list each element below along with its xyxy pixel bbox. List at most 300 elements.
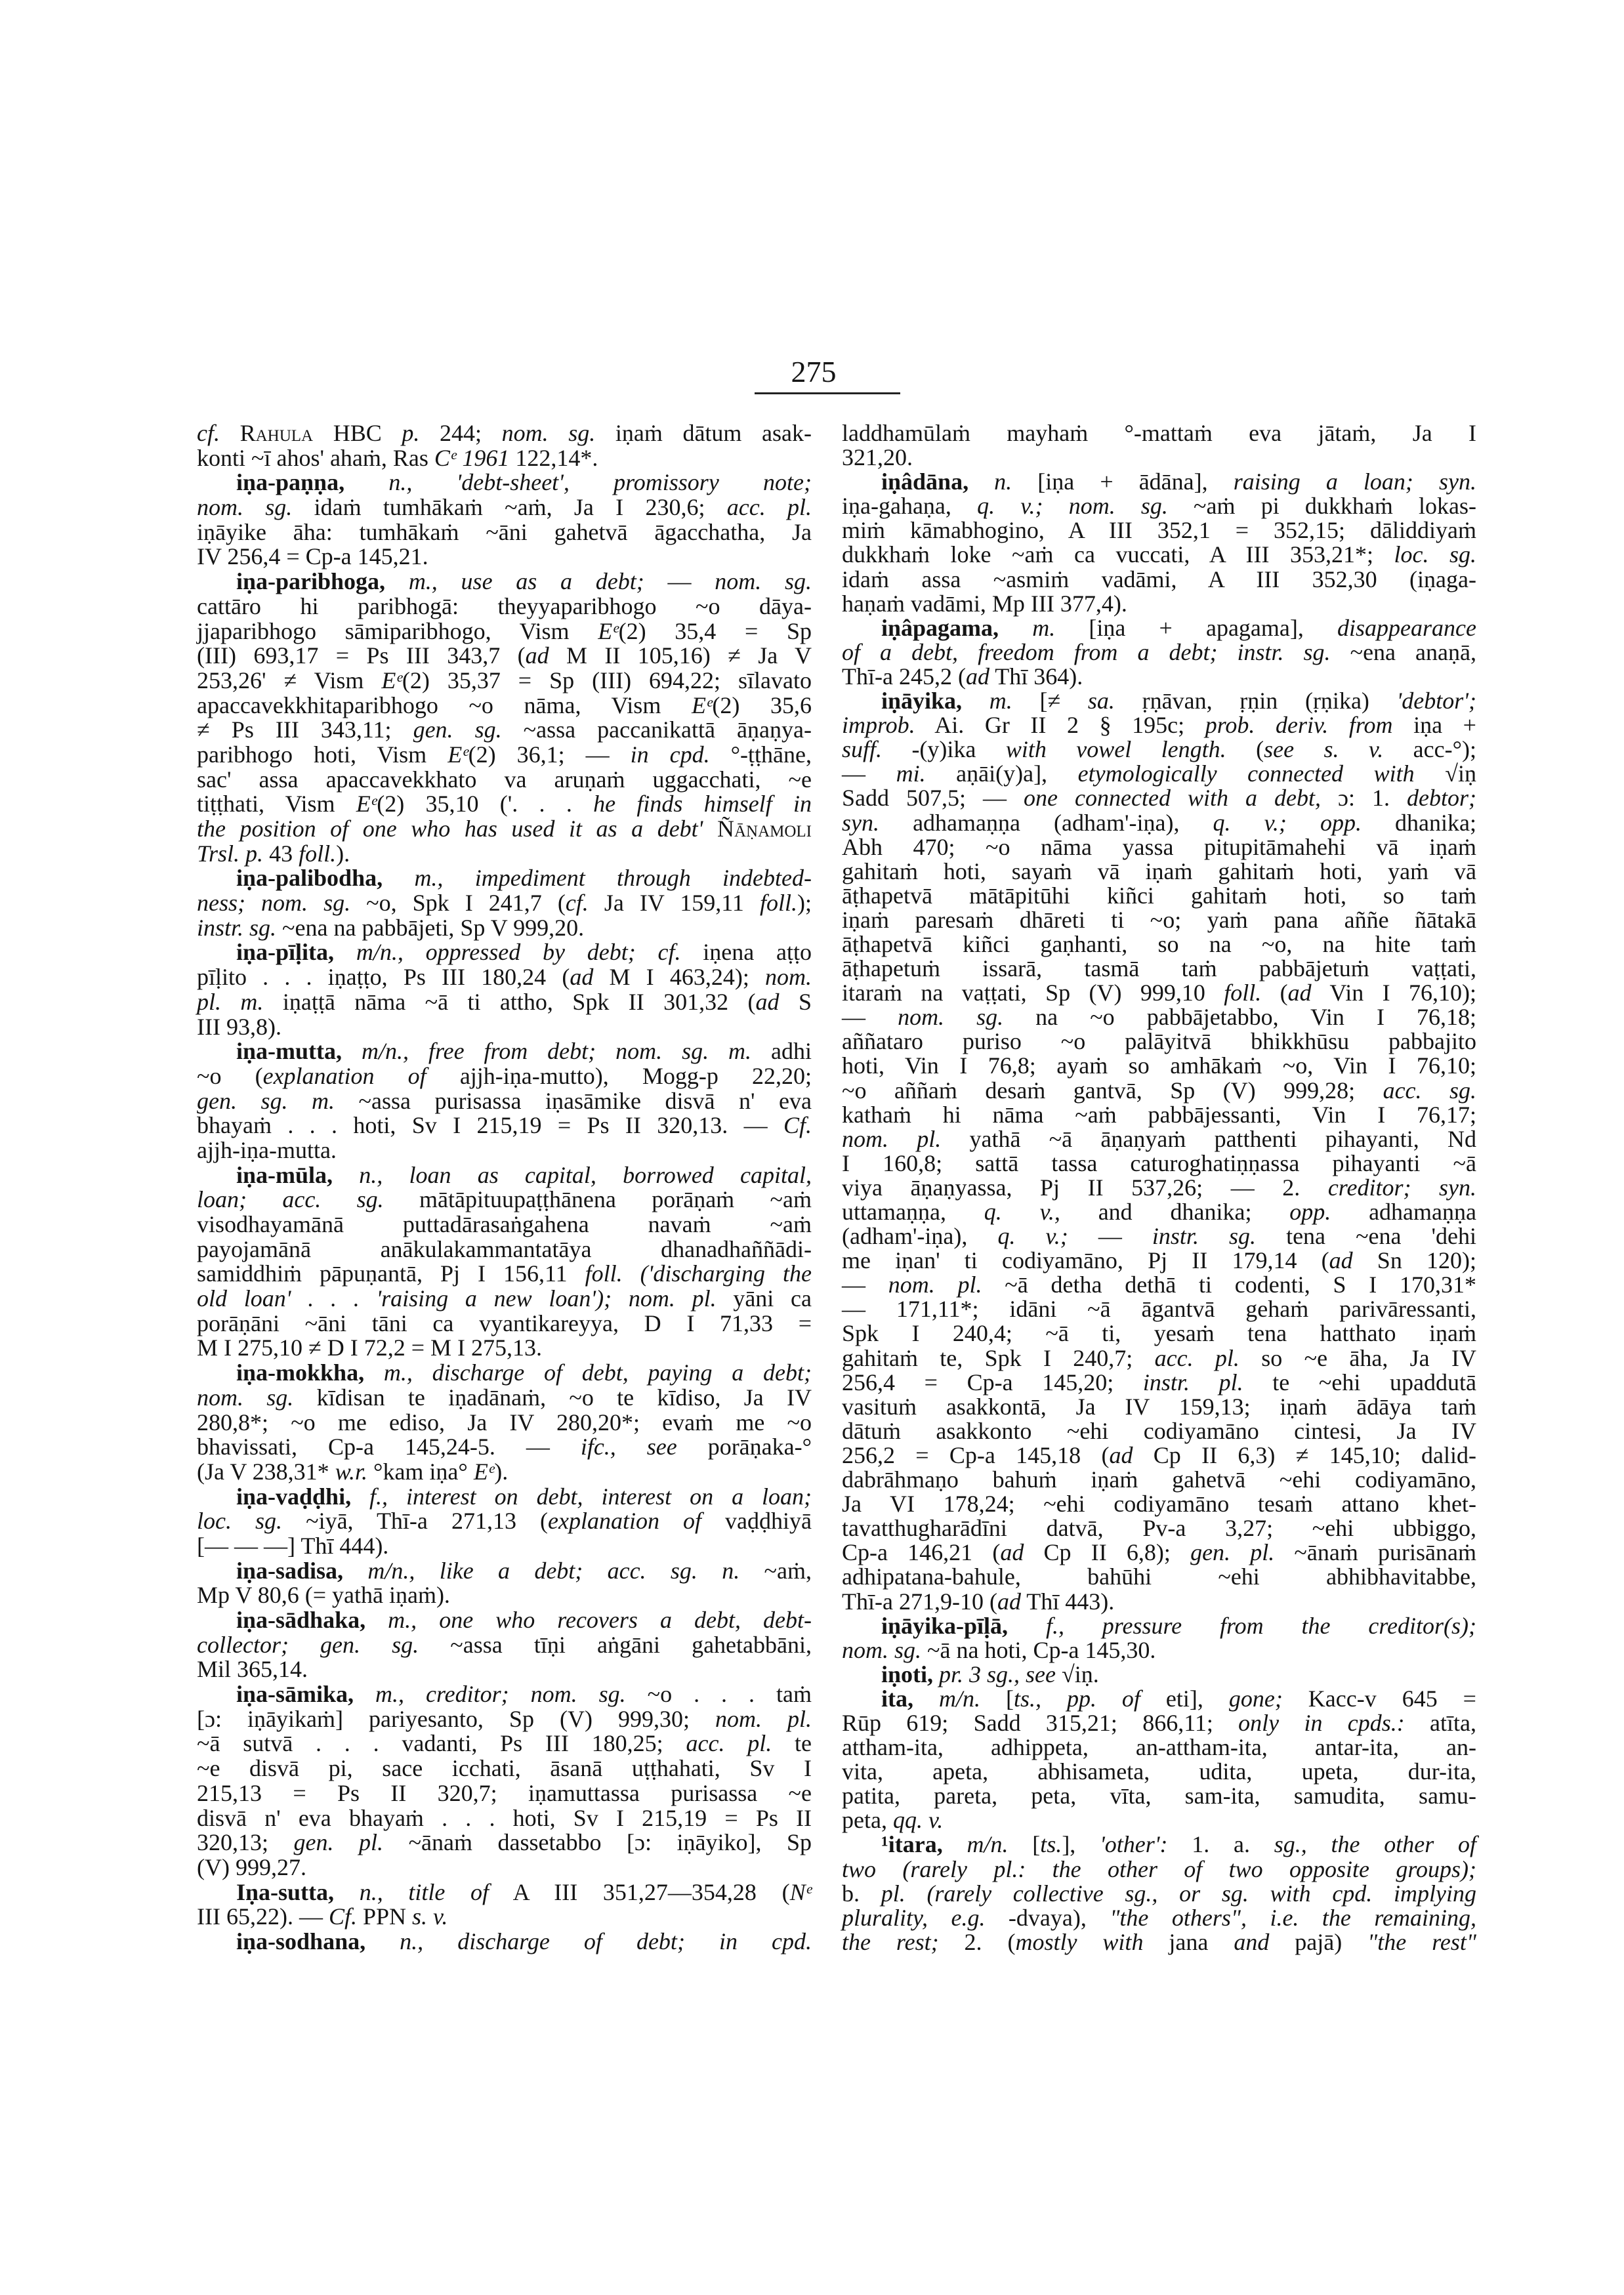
text [334, 1879, 360, 1905]
entry-line [197, 1064, 812, 1089]
italic-text: nom. sg. [898, 1004, 1004, 1031]
text [1008, 1613, 1046, 1639]
text: b. [842, 1880, 881, 1907]
entry-line [842, 713, 1476, 737]
entry-line [197, 1583, 812, 1608]
italic-text: Trsl. p. [197, 840, 264, 867]
entry-line [842, 981, 1476, 1005]
italic-text: ad [1287, 980, 1312, 1006]
text [703, 816, 717, 842]
text: 320,13; [197, 1829, 294, 1856]
entry-line [197, 1312, 812, 1336]
entry-first-line [197, 1361, 812, 1386]
italic-text: f., interest on debt, interest on a loan; [369, 1483, 812, 1510]
headword: iṇa-sadisa, [236, 1557, 344, 1584]
italic-text: f., pressure from the creditor(s); [1045, 1612, 1476, 1639]
text: (2) 35,37 = Sp (III) 694,22; sīlavato [402, 667, 812, 693]
text: āṭhapetvā mātāpitūhi kiñci gahitaṁ hoti, so taṁ [842, 882, 1476, 909]
italic-text: Eᵉ [448, 741, 468, 768]
entry-line [842, 640, 1476, 665]
entry-line [197, 965, 812, 990]
headword: ¹itara, [881, 1831, 943, 1858]
text: adhamaṇṇa (adham'-iṇa), [879, 809, 1213, 836]
text: ≠ Ps III 343,11; [197, 716, 413, 743]
entry-line [842, 1419, 1476, 1443]
text: ); [797, 890, 812, 917]
italic-text: m/n., oppressed by debt; cf. [356, 939, 681, 966]
italic-text: etymologically connected with [1077, 760, 1415, 787]
entry-line [197, 1015, 812, 1040]
italic-text: loan; acc. sg. [197, 1186, 384, 1213]
text: Thī-a 271,9-10 ( [842, 1588, 997, 1615]
text: Ja IV 159,11 [588, 890, 760, 917]
page-number: 275 [791, 355, 837, 388]
text: pajā) [1269, 1928, 1368, 1955]
text [344, 469, 388, 495]
text: tiṭṭhati, Vism [197, 791, 356, 817]
text: M I 463,24); [593, 964, 765, 991]
text: Thī 364). [989, 663, 1083, 690]
text: atīta, [1404, 1709, 1476, 1736]
text: Spk I 240,4; ~ā ti, yesaṁ tena hatthato iṇaṁ [842, 1320, 1476, 1347]
text: iṇaṭṭā nāma ~ā ti attho, Spk II 301,32 ( [263, 988, 756, 1015]
text: ~o ( [197, 1062, 263, 1089]
headword: iṇa-palibodha, [236, 865, 383, 892]
italic-text: only in cpds.: [1238, 1709, 1405, 1736]
headword: iṇa-sādhaka, [236, 1607, 366, 1633]
text [943, 1831, 967, 1857]
italic-text: acc. pl. [726, 494, 812, 521]
text: 256,2 = Cp-a 145,18 ( [842, 1441, 1110, 1468]
entry-line [197, 1411, 812, 1436]
small-caps-name: Ñāṇamoli [717, 816, 812, 842]
text: na ~o pabbājetabbo, Vin I 76,18; [1003, 1004, 1476, 1031]
text: 1. a. [1167, 1831, 1274, 1858]
text: — [1068, 1223, 1152, 1250]
text [365, 1928, 400, 1954]
italic-text: foll. [299, 840, 337, 867]
italic-text: improb. [842, 712, 915, 739]
text: dhanika; [1361, 809, 1476, 836]
entry-line [842, 1079, 1476, 1103]
text: Thī 443). [1020, 1588, 1115, 1615]
headword: iṇâdāna, [881, 468, 969, 495]
entry-line [842, 543, 1476, 567]
italic-text: old loan' . . . 'raising a new loan'); nom. pl. [197, 1285, 717, 1312]
italic-text: Eᵉ [598, 617, 619, 644]
italic-text: m/n. [938, 1685, 980, 1712]
text: paribhogo hoti, Vism [197, 741, 448, 768]
italic-text: Cf. [328, 1903, 357, 1930]
italic-text: pl. m. [197, 988, 264, 1015]
text: gahitaṁ te, Spk I 240,7; [842, 1344, 1155, 1371]
italic-text: instr. pl. [1142, 1369, 1243, 1396]
text: ). [494, 1458, 509, 1485]
italic-text: nom. sg. [715, 568, 812, 595]
headword: iṇâpagama, [881, 614, 999, 641]
italic-text: n., 'debt-sheet', promissory note; [388, 469, 812, 496]
entry-line [197, 619, 812, 644]
entry-line [842, 1735, 1476, 1760]
entry-line [842, 1127, 1476, 1151]
text: 215,13 = Ps II 320,7; iṇamuttassa purisassa ~e [197, 1779, 812, 1806]
italic-text: ad [1329, 1247, 1353, 1274]
entry-line [842, 1103, 1476, 1127]
text: apaccavekkhitaparibhogo ~o nāma, Vism [197, 692, 692, 718]
text: te [772, 1730, 812, 1757]
text: bhayaṁ . . . hoti, Sv I 215,19 = Ps II 320,13. — [197, 1112, 783, 1139]
italic-text: foll. ('discharging the [585, 1260, 812, 1287]
headword: iṇa-vaḍḍhi, [236, 1483, 352, 1510]
entry-first-line [197, 1682, 812, 1707]
text: √iṇ [1414, 760, 1476, 787]
entry-line [842, 932, 1476, 957]
entry-line [842, 762, 1476, 786]
italic-text: q. v.; [997, 1223, 1068, 1250]
text: tavatthugharādīni datvā, Pv-a 3,27; ~ehi ubbiggo, [842, 1515, 1476, 1542]
text: °-ṭṭhāne, [709, 741, 812, 768]
italic-text: gen. sg. m. [197, 1087, 335, 1114]
entry-line [197, 644, 812, 669]
entry-line [197, 1534, 812, 1559]
text [968, 468, 994, 495]
entry-line [842, 1468, 1476, 1492]
italic-text: s. v. [412, 1903, 448, 1930]
entry-line [197, 446, 812, 471]
italic-text: q. v., [984, 1199, 1060, 1225]
text: ~ānaṁ purisānaṁ [1274, 1539, 1476, 1566]
text: A III 351,27—354,28 ( [488, 1878, 790, 1905]
text: 256,4 = Cp-a 145,20; [842, 1369, 1143, 1396]
text: ajjh-iṇa-mutto), Mogg-p 22,20; [426, 1062, 812, 1089]
text: (Ja V 238,31* [197, 1458, 335, 1485]
entry-line [842, 1540, 1476, 1565]
entry-line [842, 1176, 1476, 1200]
italic-text: acc. pl. [1154, 1344, 1239, 1371]
text: Abh 470; ~o nāma yassa pitupitāmahehi vā iṇaṁ [842, 833, 1476, 860]
text: Rūp 619; Sadd 315,21; 866,11; [842, 1709, 1239, 1736]
italic-text: in cpd. [630, 741, 710, 768]
entry-line [842, 445, 1476, 470]
entry-first-line [197, 1608, 812, 1633]
entry-line [842, 884, 1476, 908]
text: ( [1261, 980, 1288, 1006]
text: porāṇaka-° [677, 1434, 812, 1460]
italic-text: cf. [197, 420, 220, 446]
italic-text: raising a loan; syn. [1233, 468, 1476, 495]
text: 2. ( [938, 1928, 1016, 1955]
italic-text: n. [994, 468, 1012, 495]
text: 122,14*. [509, 444, 598, 471]
text: Sadd 507,5; — [842, 785, 1024, 812]
text [913, 1685, 939, 1712]
text: [ [980, 1685, 1014, 1712]
headword: iṇa-mokkha, [236, 1359, 365, 1386]
entry-line [842, 421, 1476, 445]
italic-text: nom. pl. [715, 1705, 812, 1732]
entry-line [842, 1443, 1476, 1468]
headword: iṇāyika-pīḷā, [881, 1612, 1009, 1639]
text: dabrāhmaṇo bahuṁ iṇaṁ gahetvā ~ehi codiyamāno, [842, 1466, 1476, 1493]
entry-line [197, 1386, 812, 1411]
italic-text: creditor; syn. [1327, 1174, 1476, 1201]
text: ajjh-iṇa-mutta. [197, 1136, 337, 1163]
entry-line [842, 665, 1476, 689]
text: payojamānā anākulakammantatāya dhanadhaññādi- [197, 1235, 812, 1262]
text: adhi [751, 1038, 812, 1065]
entry-line [197, 1336, 812, 1361]
text: ~assa tīṇi aṅgāni gahetabbāni, [419, 1631, 812, 1658]
entry-line [842, 1321, 1476, 1346]
entry-line [842, 859, 1476, 884]
entry-line [197, 842, 812, 867]
headword: iṇa-mūla, [236, 1161, 333, 1188]
text: te ~ehi upaddutā [1243, 1369, 1476, 1396]
text: ~ānaṁ dassetabbo [ɔ: iṇāyiko], Sp [383, 1829, 812, 1856]
text: (III) 693,17 = Ps III 343,7 ( [197, 642, 526, 669]
entry-first-line [842, 1614, 1476, 1638]
italic-text: ness; nom. sg. [197, 890, 351, 917]
headword: iṇa-pīḷita, [236, 939, 335, 966]
italic-text: ad [570, 964, 594, 991]
italic-text: two (rarely pl.: the other of two opposite groups); [842, 1855, 1476, 1882]
text: so ~e āha, Ja IV [1239, 1344, 1476, 1371]
entry-line [842, 592, 1476, 616]
italic-text: ts. [1040, 1831, 1062, 1858]
entry-first-line [842, 470, 1476, 494]
text: PPN [356, 1903, 413, 1930]
text: 321,20. [842, 444, 913, 471]
italic-text: ad [1000, 1539, 1024, 1566]
entry-line [842, 1054, 1476, 1078]
italic-text: pl. (rarely collective sg., or sg. with cpd. implying [881, 1880, 1476, 1907]
italic-text: the rest; [842, 1928, 939, 1955]
entry-line [197, 718, 812, 743]
text: iṇaṁ paresaṁ dhāreti ti ~o; yaṁ pana aññe ñātakā [842, 906, 1476, 933]
italic-text: Cᵉ 1961 [434, 444, 510, 471]
text: idaṁ assa ~asmiṁ vadāmi, A III 352,30 (iṇaga- [842, 566, 1476, 592]
italic-text: sa. [1087, 688, 1115, 714]
entry-line [842, 1273, 1476, 1297]
italic-text: m., one who recovers a debt, debt- [388, 1607, 812, 1633]
entry-line [842, 1760, 1476, 1784]
text: kathaṁ hi nāma ~aṁ pabbājessanti, Vin I 76,17; [842, 1101, 1476, 1128]
text [385, 568, 409, 594]
italic-text: m., discharge of debt, paying a debt; [383, 1359, 812, 1386]
entry-line [842, 1906, 1476, 1930]
entry-first-line [197, 1559, 812, 1584]
text: dukkhaṁ loke ~aṁ ca vuccati, A III 353,21*; [842, 541, 1394, 568]
text: viya āṇaṇyassa, Pj II 537,26; — 2. [842, 1174, 1328, 1201]
entry-line [842, 1516, 1476, 1540]
italic-text: nom. pl. [842, 1125, 942, 1152]
entry-line [197, 916, 812, 941]
entry-line [842, 1005, 1476, 1029]
italic-text: n., discharge of debt; in cpd. [400, 1928, 812, 1954]
text: vasituṁ asakkontā, Ja IV 159,13; iṇaṁ ādāya taṁ [842, 1393, 1476, 1420]
text: eti], [1140, 1685, 1229, 1712]
text: Ja VI 178,24; ~ehi codiyamāno tesaṁ attano khet- [842, 1491, 1476, 1518]
text [365, 1607, 388, 1633]
entry-line [197, 594, 812, 619]
text: ~ā sutvā . . . vadanti, Ps III 180,25; [197, 1730, 686, 1757]
entry-line [197, 1287, 812, 1312]
text: ], [1062, 1831, 1100, 1858]
text: [— — —] Thī 444). [197, 1532, 389, 1559]
italic-text: foll. [1224, 980, 1262, 1006]
entry-line [842, 1808, 1476, 1832]
header-rule [755, 392, 900, 394]
text: sac' assa apaccavekkhato va aruṇaṁ uggacchati, ~e [197, 766, 812, 793]
text: ~ā detha dethā ti codenti, S I 170,31* [982, 1272, 1476, 1298]
text: °kam iṇa° [367, 1458, 474, 1485]
text: āṭhapetvā kiñci gaṇhanti, so na ~o, na hite taṁ [842, 930, 1476, 957]
italic-text: see s. v. [1264, 736, 1384, 763]
italic-text: q. v.; opp. [1213, 809, 1362, 836]
text: iṇa + [1392, 712, 1476, 739]
text: — [644, 568, 715, 595]
right-column [842, 421, 1476, 1954]
text: ~ā na hoti, Cp-a 145,30. [921, 1636, 1156, 1663]
text: tena ~ena 'dehi [1256, 1223, 1477, 1250]
text: Mil 365,14. [197, 1656, 308, 1683]
entry-line [197, 1460, 812, 1485]
italic-text: opp. [1289, 1199, 1331, 1225]
entry-first-line [197, 569, 812, 594]
text [351, 1483, 369, 1510]
entry-line [197, 1188, 812, 1212]
entry-first-line [197, 866, 812, 891]
text: I 160,8; sattā tassa caturoghatiṇṇassa pihayanti ~ā [842, 1149, 1476, 1176]
text: ~o, Spk I 241,7 ( [350, 890, 566, 917]
text: miṁ kāmabhogino, A III 352,1 = 352,15; dāliddiyaṁ [842, 517, 1476, 544]
entry-line [197, 1435, 812, 1460]
text: ~assa purisassa iṇasāmike disvā n' eva [335, 1087, 812, 1114]
entry-line [197, 1707, 812, 1732]
text: mātāpituupaṭṭhānena porāṇaṁ ~aṁ [383, 1186, 812, 1213]
italic-text: of a debt, freedom from a debt; instr. sg. [842, 638, 1331, 665]
entry-line [842, 518, 1476, 543]
text: dātuṁ asakkonto ~ehi codiyamāno cintesi, Ja IV [842, 1417, 1476, 1444]
text: adhipatana-bahule, bahūhi ~ehi abhibhavitabbe, [842, 1563, 1476, 1590]
entry-line [842, 1200, 1476, 1224]
text: ~assa paccanikattā āṇaṇya- [501, 716, 812, 743]
italic-text: explanation of [262, 1062, 427, 1089]
italic-text: explanation of [547, 1508, 701, 1535]
text: S [779, 988, 812, 1015]
entry-line [842, 786, 1476, 810]
entry-line [842, 908, 1476, 932]
headword: iṇāyika, [881, 688, 963, 714]
text: Cp II 6,8); [1024, 1539, 1191, 1566]
small-caps-name: Rahula [239, 420, 314, 446]
italic-text: nom. sg. [197, 1384, 294, 1411]
italic-text: ts., pp. of [1013, 1685, 1140, 1712]
entry-line [197, 1905, 812, 1930]
italic-text: m. [1032, 614, 1056, 641]
entry-line [842, 1151, 1476, 1176]
text: 43 [263, 840, 299, 867]
text: jjaparibhogo sāmiparibhogo, Vism [197, 617, 598, 644]
entry-line [842, 1930, 1476, 1954]
text: uttamaṇṇa, [842, 1199, 984, 1225]
entry-line [842, 494, 1476, 518]
italic-text: mi. [896, 760, 926, 787]
italic-text: w.r. [335, 1458, 368, 1485]
text: √iṇ. [1056, 1661, 1099, 1687]
entry-line [842, 1297, 1476, 1321]
italic-text: gen. pl. [1190, 1539, 1275, 1566]
text: M I 275,10 ≠ D I 72,2 = M I 275,13. [197, 1334, 543, 1361]
text: — [842, 1272, 888, 1298]
text [220, 420, 240, 446]
italic-text: prob. deriv. from [1205, 712, 1393, 739]
text [342, 1038, 362, 1064]
italic-text: one connected with a debt, [1024, 785, 1321, 812]
italic-text: he finds himself in [593, 791, 812, 817]
text: Thī-a 245,2 ( [842, 663, 966, 690]
entry-line [842, 1249, 1476, 1273]
italic-text: Eᵉ [473, 1458, 495, 1485]
italic-text: Eᵉ [356, 791, 377, 817]
text: ~o . . . taṁ [625, 1681, 812, 1708]
text [354, 1681, 375, 1707]
text: [ɔ: iṇāyikaṁ] pariyesanto, Sp (V) 999,30; [197, 1705, 715, 1732]
italic-text: ad [525, 642, 549, 669]
italic-text: m. [989, 688, 1012, 714]
entry-first-line [197, 1880, 812, 1905]
italic-text: ad [755, 988, 780, 1015]
italic-text: ad [1109, 1441, 1133, 1468]
text: āṭhapetuṁ issarā, tasmā taṁ pabbājetuṁ vaṭṭati, [842, 955, 1476, 982]
entry-first-line [197, 470, 812, 495]
text: -(y)ika [882, 736, 1006, 763]
text: ~aṁ, [739, 1557, 812, 1584]
italic-text: instr. sg. [197, 914, 277, 941]
headword: iṇa-mutta, [236, 1038, 342, 1065]
italic-text: sg., the other of [1274, 1831, 1477, 1858]
text: -dvaya), [985, 1904, 1110, 1931]
entry-line [197, 1756, 812, 1781]
italic-text: Eᵉ [381, 667, 402, 693]
text: (2) 35,6 [712, 692, 812, 718]
text [933, 1661, 939, 1687]
entry-line [842, 835, 1476, 859]
entry-first-line [197, 940, 812, 965]
italic-text: with vowel length. [1005, 736, 1226, 763]
text: M II 105,16) ≠ Ja V [549, 642, 812, 669]
italic-text: m., use as a debt; [408, 568, 644, 595]
entry-line [842, 568, 1476, 592]
text: ( [1226, 736, 1264, 763]
entry-first-line [842, 1663, 1476, 1687]
italic-text: nom. sg. [842, 1636, 922, 1663]
entry-line [197, 1633, 812, 1658]
entry-line [197, 421, 812, 446]
text: vaḍḍhiyā [701, 1508, 812, 1535]
entry-first-line [842, 1687, 1476, 1711]
text: 244; [419, 420, 502, 446]
text: kīdisan te iṇadānaṁ, ~o te kīdiso, Ja IV [293, 1384, 812, 1411]
text: (V) 999,27. [197, 1853, 306, 1880]
text: 280,8*; ~o me ediso, Ja IV 280,20*; evaṁ me ~o [197, 1409, 812, 1436]
italic-text: q. v.; nom. sg. [977, 493, 1168, 520]
entry-first-line [842, 616, 1476, 640]
entry-line [197, 1781, 812, 1806]
text: disvā n' eva bhayaṁ . . . hoti, Sv I 215,19 = Ps II [197, 1804, 812, 1831]
text: patita, pareta, peta, vīta, sam-ita, samudita, samu- [842, 1783, 1476, 1809]
entry-line [197, 1855, 812, 1880]
